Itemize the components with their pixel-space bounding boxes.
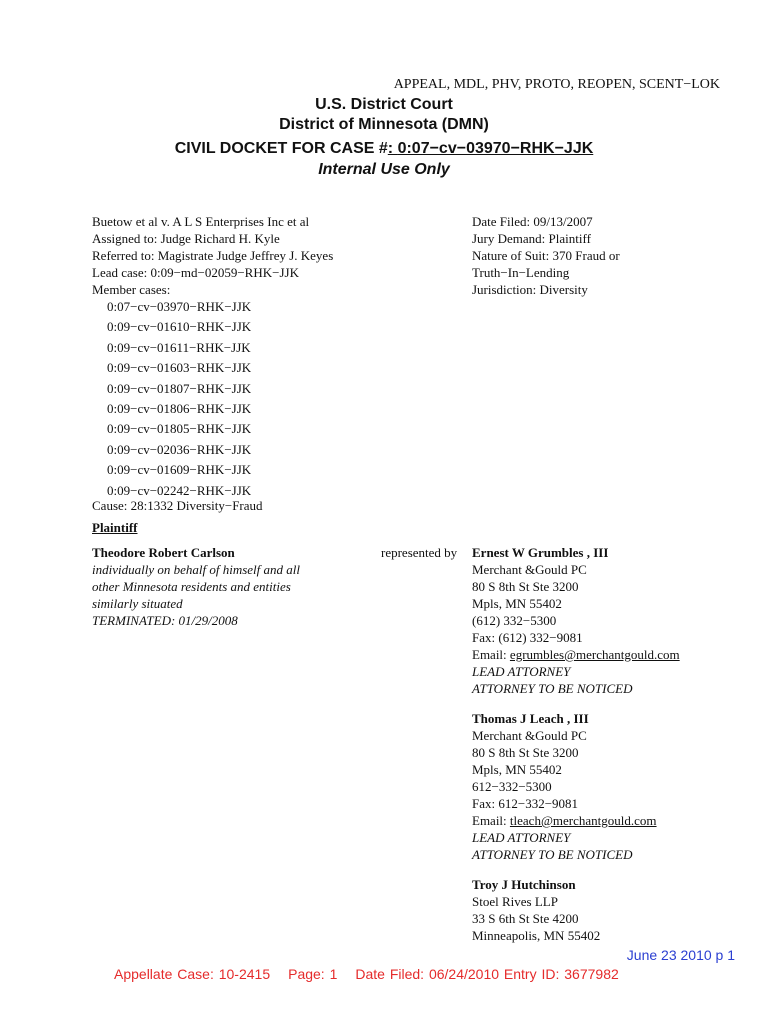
attorney-name: Ernest W Grumbles , III [472,545,609,560]
attorney-name: Thomas J Leach , III [472,711,589,726]
footer-date-filed: Date Filed: 06/24/2010 Entry ID: 3677982 [355,966,619,982]
email-link[interactable]: egrumbles@merchantgould.com [509,647,680,662]
plaintiff-name: Theodore Robert Carlson [92,545,235,560]
date-filed: Date Filed: 09/13/2007 [472,214,593,229]
attorney-city: Mpls, MN 55402 [472,596,562,611]
attorney-block [472,544,680,697]
member-case: 0:09−cv−01805−RHK−JJK [107,421,252,437]
attorney-firm: Stoel Rives LLP [472,894,558,909]
jury-demand: Jury Demand: Plaintiff [472,231,591,246]
case-caption: Buetow et al v. A L S Enterprises Inc et al [92,214,310,229]
attorney-role-lead: LEAD ATTORNEY [472,830,571,845]
member-cases-list [107,297,251,501]
jurisdiction: Jurisdiction: Diversity [472,282,588,297]
docket-title [0,139,768,159]
attorney-block [472,876,600,944]
case-info-right [472,213,620,298]
attorney-fax: Fax: 612−332−9081 [472,796,579,811]
member-case: 0:09−cv−01806−RHK−JJK [107,400,252,416]
member-case: 0:09−cv−02036−RHK−JJK [107,441,252,457]
member-case: 0:07−cv−03970−RHK−JJK [107,299,252,314]
attorney-firm: Merchant &Gould PC [472,728,587,743]
nature-of-suit-cont: Truth−In−Lending [472,265,570,280]
attorney-role-lead: LEAD ATTORNEY [472,664,571,679]
page-stamp: June 23 2010 p 1 [626,947,735,963]
attorney-firm: Merchant &Gould PC [472,562,587,577]
attorney-phone: 612−332−5300 [472,779,552,794]
cause: Cause: 28:1332 Diversity−Fraud [92,498,263,513]
attorney-address: 80 S 8th St Ste 3200 [472,579,579,594]
nature-of-suit: Nature of Suit: 370 Fraud or [472,248,620,263]
attorney-city: Mpls, MN 55402 [472,762,562,777]
footer-page: Page: 1 [288,966,338,982]
internal-use-label: Internal Use Only [318,161,450,178]
attorney-address: 33 S 6th St Ste 4200 [472,911,579,926]
attorney-phone: (612) 332−5300 [472,613,557,628]
plaintiff-desc-line: other Minnesota residents and entities [92,579,291,594]
referred-judge: Referred to: Magistrate Judge Jeffrey J. Keyes [92,248,334,263]
plaintiff-desc-line: similarly situated [92,596,183,611]
email-link[interactable]: tleach@merchantgould.com [509,813,657,828]
member-case: 0:09−cv−02242−RHK−JJK [107,482,252,498]
attorney-city: Minneapolis, MN 55402 [472,928,601,943]
attorney-fax: Fax: (612) 332−9081 [472,630,583,645]
appellate-footer [114,966,637,983]
plaintiff-description [92,561,300,629]
email-label: Email: [472,813,510,828]
attorney-email-row [472,812,657,829]
plaintiff-section-label: Plaintiff [92,520,138,535]
member-case: 0:09−cv−01611−RHK−JJK [107,339,251,355]
member-case: 0:09−cv−01609−RHK−JJK [107,462,252,478]
case-info-left [92,213,333,298]
email-label: Email: [472,647,510,662]
court-name: U.S. District Court [315,96,453,113]
docket-prefix: CIVIL DOCKET FOR CASE # [174,140,388,157]
plaintiff-desc-line: individually on behalf of himself and all [92,562,300,577]
represented-by-label: represented by [381,545,458,560]
member-cases-label: Member cases: [92,282,171,297]
attorney-address: 80 S 8th St Ste 3200 [472,745,579,760]
district-name: District of Minnesota (DMN) [279,116,489,133]
case-number: 0:07−cv−03970−RHK−JJK [397,140,594,157]
lead-case: Lead case: 0:09−md−02059−RHK−JJK [92,265,299,280]
docket-colon: : [387,140,398,157]
attorney-role-noticed: ATTORNEY TO BE NOTICED [472,847,633,862]
case-flags: APPEAL, MDL, PHV, PROTO, REOPEN, SCENT−LOK [393,77,720,92]
member-case: 0:09−cv−01610−RHK−JJK [107,319,252,335]
attorney-role-noticed: ATTORNEY TO BE NOTICED [472,681,633,696]
member-case: 0:09−cv−01603−RHK−JJK [107,360,252,376]
assigned-judge: Assigned to: Judge Richard H. Kyle [92,231,280,246]
attorney-block [472,710,657,863]
plaintiff-terminated: TERMINATED: 01/29/2008 [92,613,238,628]
attorney-email-row [472,646,680,663]
attorney-name: Troy J Hutchinson [472,877,576,892]
member-case: 0:09−cv−01807−RHK−JJK [107,380,252,396]
appellate-case: Appellate Case: 10-2415 [114,966,271,982]
